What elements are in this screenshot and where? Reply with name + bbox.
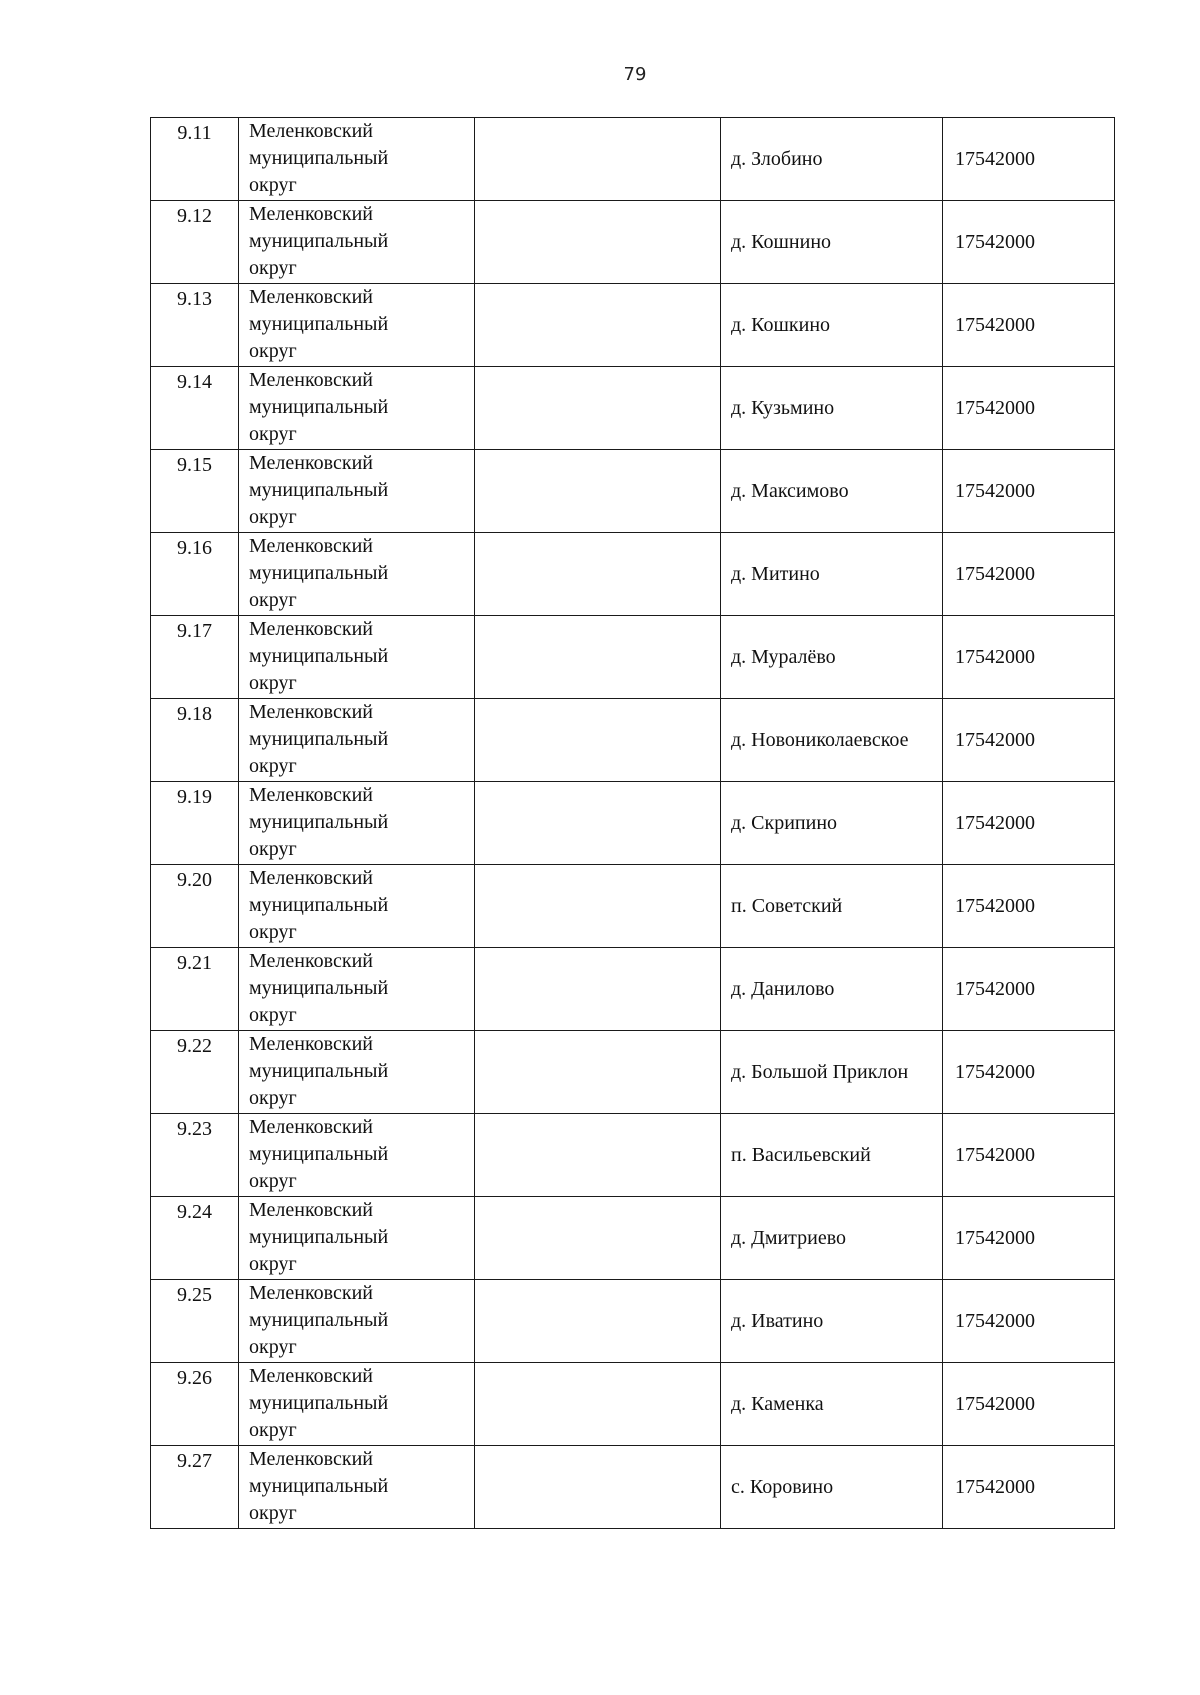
municipality-cell	[239, 1114, 475, 1197]
empty-cell	[475, 1363, 721, 1446]
row-number: 9.24	[151, 1197, 239, 1280]
municipality-line: округ	[249, 1419, 297, 1441]
municipality-line: округ	[249, 1253, 297, 1275]
municipality-line: Меленковский	[249, 784, 373, 806]
table-row	[151, 1446, 1115, 1529]
municipality-line: округ	[249, 921, 297, 943]
settlement-name: д. Злобино	[721, 118, 943, 201]
empty-cell	[475, 948, 721, 1031]
oktmo-code: 17542000	[943, 1197, 1115, 1280]
empty-cell	[475, 616, 721, 699]
municipality-line: округ	[249, 589, 297, 611]
table-row	[151, 1363, 1115, 1446]
municipality-line: муниципальный	[249, 645, 389, 667]
municipality-line: Меленковский	[249, 120, 373, 142]
oktmo-code: 17542000	[943, 1114, 1115, 1197]
oktmo-code: 17542000	[943, 865, 1115, 948]
empty-cell	[475, 1114, 721, 1197]
oktmo-code: 17542000	[943, 533, 1115, 616]
settlement-name: п. Советский	[721, 865, 943, 948]
row-number: 9.26	[151, 1363, 239, 1446]
municipality-line: округ	[249, 1336, 297, 1358]
table-row	[151, 865, 1115, 948]
municipality-line: муниципальный	[249, 147, 389, 169]
empty-cell	[475, 699, 721, 782]
empty-cell	[475, 782, 721, 865]
oktmo-code: 17542000	[943, 948, 1115, 1031]
municipality-line: муниципальный	[249, 562, 389, 584]
municipality-line: округ	[249, 838, 297, 860]
table-row	[151, 367, 1115, 450]
row-number: 9.23	[151, 1114, 239, 1197]
row-number: 9.16	[151, 533, 239, 616]
municipality-line: округ	[249, 1502, 297, 1524]
municipality-cell	[239, 865, 475, 948]
settlement-name: д. Кошкино	[721, 284, 943, 367]
settlement-name: д. Иватино	[721, 1280, 943, 1363]
row-number: 9.22	[151, 1031, 239, 1114]
table-row	[151, 1114, 1115, 1197]
municipality-line: округ	[249, 1170, 297, 1192]
municipality-line: Меленковский	[249, 950, 373, 972]
municipality-line: округ	[249, 672, 297, 694]
municipality-line: Меленковский	[249, 1199, 373, 1221]
settlement-name: д. Кошнино	[721, 201, 943, 284]
table-row	[151, 118, 1115, 201]
municipality-line: округ	[249, 506, 297, 528]
row-number: 9.14	[151, 367, 239, 450]
empty-cell	[475, 1446, 721, 1529]
municipality-line: Меленковский	[249, 867, 373, 889]
oktmo-code: 17542000	[943, 616, 1115, 699]
empty-cell	[475, 284, 721, 367]
municipality-line: Меленковский	[249, 618, 373, 640]
municipality-line: Меленковский	[249, 203, 373, 225]
oktmo-code: 17542000	[943, 782, 1115, 865]
municipality-cell	[239, 118, 475, 201]
oktmo-code: 17542000	[943, 450, 1115, 533]
municipality-line: Меленковский	[249, 1448, 373, 1470]
municipality-line: муниципальный	[249, 1392, 389, 1414]
empty-cell	[475, 201, 721, 284]
row-number: 9.21	[151, 948, 239, 1031]
oktmo-code: 17542000	[943, 201, 1115, 284]
table-row	[151, 699, 1115, 782]
municipality-cell	[239, 1031, 475, 1114]
municipality-cell	[239, 284, 475, 367]
municipality-line: муниципальный	[249, 894, 389, 916]
row-number: 9.15	[151, 450, 239, 533]
oktmo-code: 17542000	[943, 1446, 1115, 1529]
row-number: 9.19	[151, 782, 239, 865]
municipality-cell	[239, 699, 475, 782]
settlements-table	[150, 117, 1115, 1529]
municipality-cell	[239, 1280, 475, 1363]
row-number: 9.27	[151, 1446, 239, 1529]
municipality-line: муниципальный	[249, 313, 389, 335]
table-row	[151, 948, 1115, 1031]
empty-cell	[475, 865, 721, 948]
municipality-line: муниципальный	[249, 1060, 389, 1082]
municipality-line: муниципальный	[249, 396, 389, 418]
municipality-cell	[239, 201, 475, 284]
settlement-name: д. Митино	[721, 533, 943, 616]
settlement-name: д. Кузьмино	[721, 367, 943, 450]
settlement-name: д. Данилово	[721, 948, 943, 1031]
municipality-line: округ	[249, 1087, 297, 1109]
municipality-line: округ	[249, 1004, 297, 1026]
municipality-cell	[239, 1446, 475, 1529]
oktmo-code: 17542000	[943, 1363, 1115, 1446]
table-row	[151, 616, 1115, 699]
municipality-cell	[239, 782, 475, 865]
row-number: 9.18	[151, 699, 239, 782]
table-row	[151, 1031, 1115, 1114]
municipality-line: Меленковский	[249, 1116, 373, 1138]
settlement-name: п. Васильевский	[721, 1114, 943, 1197]
settlement-name: с. Коровино	[721, 1446, 943, 1529]
municipality-line: муниципальный	[249, 728, 389, 750]
oktmo-code: 17542000	[943, 699, 1115, 782]
row-number: 9.11	[151, 118, 239, 201]
municipality-line: округ	[249, 423, 297, 445]
oktmo-code: 17542000	[943, 367, 1115, 450]
municipality-line: муниципальный	[249, 479, 389, 501]
row-number: 9.17	[151, 616, 239, 699]
settlement-name: д. Большой Приклон	[721, 1031, 943, 1114]
empty-cell	[475, 450, 721, 533]
settlement-name: д. Муралёво	[721, 616, 943, 699]
municipality-line: Меленковский	[249, 1033, 373, 1055]
municipality-line: муниципальный	[249, 1309, 389, 1331]
municipality-line: муниципальный	[249, 1475, 389, 1497]
municipality-line: Меленковский	[249, 452, 373, 474]
municipality-cell	[239, 1363, 475, 1446]
municipality-line: округ	[249, 340, 297, 362]
empty-cell	[475, 367, 721, 450]
row-number: 9.12	[151, 201, 239, 284]
settlement-name: д. Каменка	[721, 1363, 943, 1446]
table-row	[151, 533, 1115, 616]
empty-cell	[475, 533, 721, 616]
table-row	[151, 284, 1115, 367]
municipality-line: Меленковский	[249, 369, 373, 391]
row-number: 9.13	[151, 284, 239, 367]
row-number: 9.20	[151, 865, 239, 948]
oktmo-code: 17542000	[943, 118, 1115, 201]
municipality-line: муниципальный	[249, 1143, 389, 1165]
municipality-cell	[239, 948, 475, 1031]
oktmo-code: 17542000	[943, 1280, 1115, 1363]
table-row	[151, 782, 1115, 865]
table-body	[151, 118, 1115, 1529]
municipality-line: муниципальный	[249, 1226, 389, 1248]
municipality-cell	[239, 616, 475, 699]
municipality-line: округ	[249, 257, 297, 279]
settlement-name: д. Скрипино	[721, 782, 943, 865]
empty-cell	[475, 118, 721, 201]
municipality-line: Меленковский	[249, 701, 373, 723]
table-row	[151, 201, 1115, 284]
table-row	[151, 1197, 1115, 1280]
municipality-line: Меленковский	[249, 1282, 373, 1304]
municipality-cell	[239, 367, 475, 450]
empty-cell	[475, 1031, 721, 1114]
empty-cell	[475, 1280, 721, 1363]
row-number: 9.25	[151, 1280, 239, 1363]
municipality-line: муниципальный	[249, 811, 389, 833]
municipality-line: Меленковский	[249, 286, 373, 308]
oktmo-code: 17542000	[943, 1031, 1115, 1114]
settlement-name: д. Дмитриево	[721, 1197, 943, 1280]
settlement-name: д. Новониколаевское	[721, 699, 943, 782]
municipality-line: муниципальный	[249, 977, 389, 999]
municipality-cell	[239, 1197, 475, 1280]
empty-cell	[475, 1197, 721, 1280]
municipality-line: Меленковский	[249, 1365, 373, 1387]
municipality-cell	[239, 533, 475, 616]
oktmo-code: 17542000	[943, 284, 1115, 367]
municipality-line: Меленковский	[249, 535, 373, 557]
table-row	[151, 450, 1115, 533]
table-row	[151, 1280, 1115, 1363]
municipality-cell	[239, 450, 475, 533]
page-number: 79	[623, 64, 647, 85]
settlement-name: д. Максимово	[721, 450, 943, 533]
municipality-line: муниципальный	[249, 230, 389, 252]
municipality-line: округ	[249, 755, 297, 777]
municipality-line: округ	[249, 174, 297, 196]
